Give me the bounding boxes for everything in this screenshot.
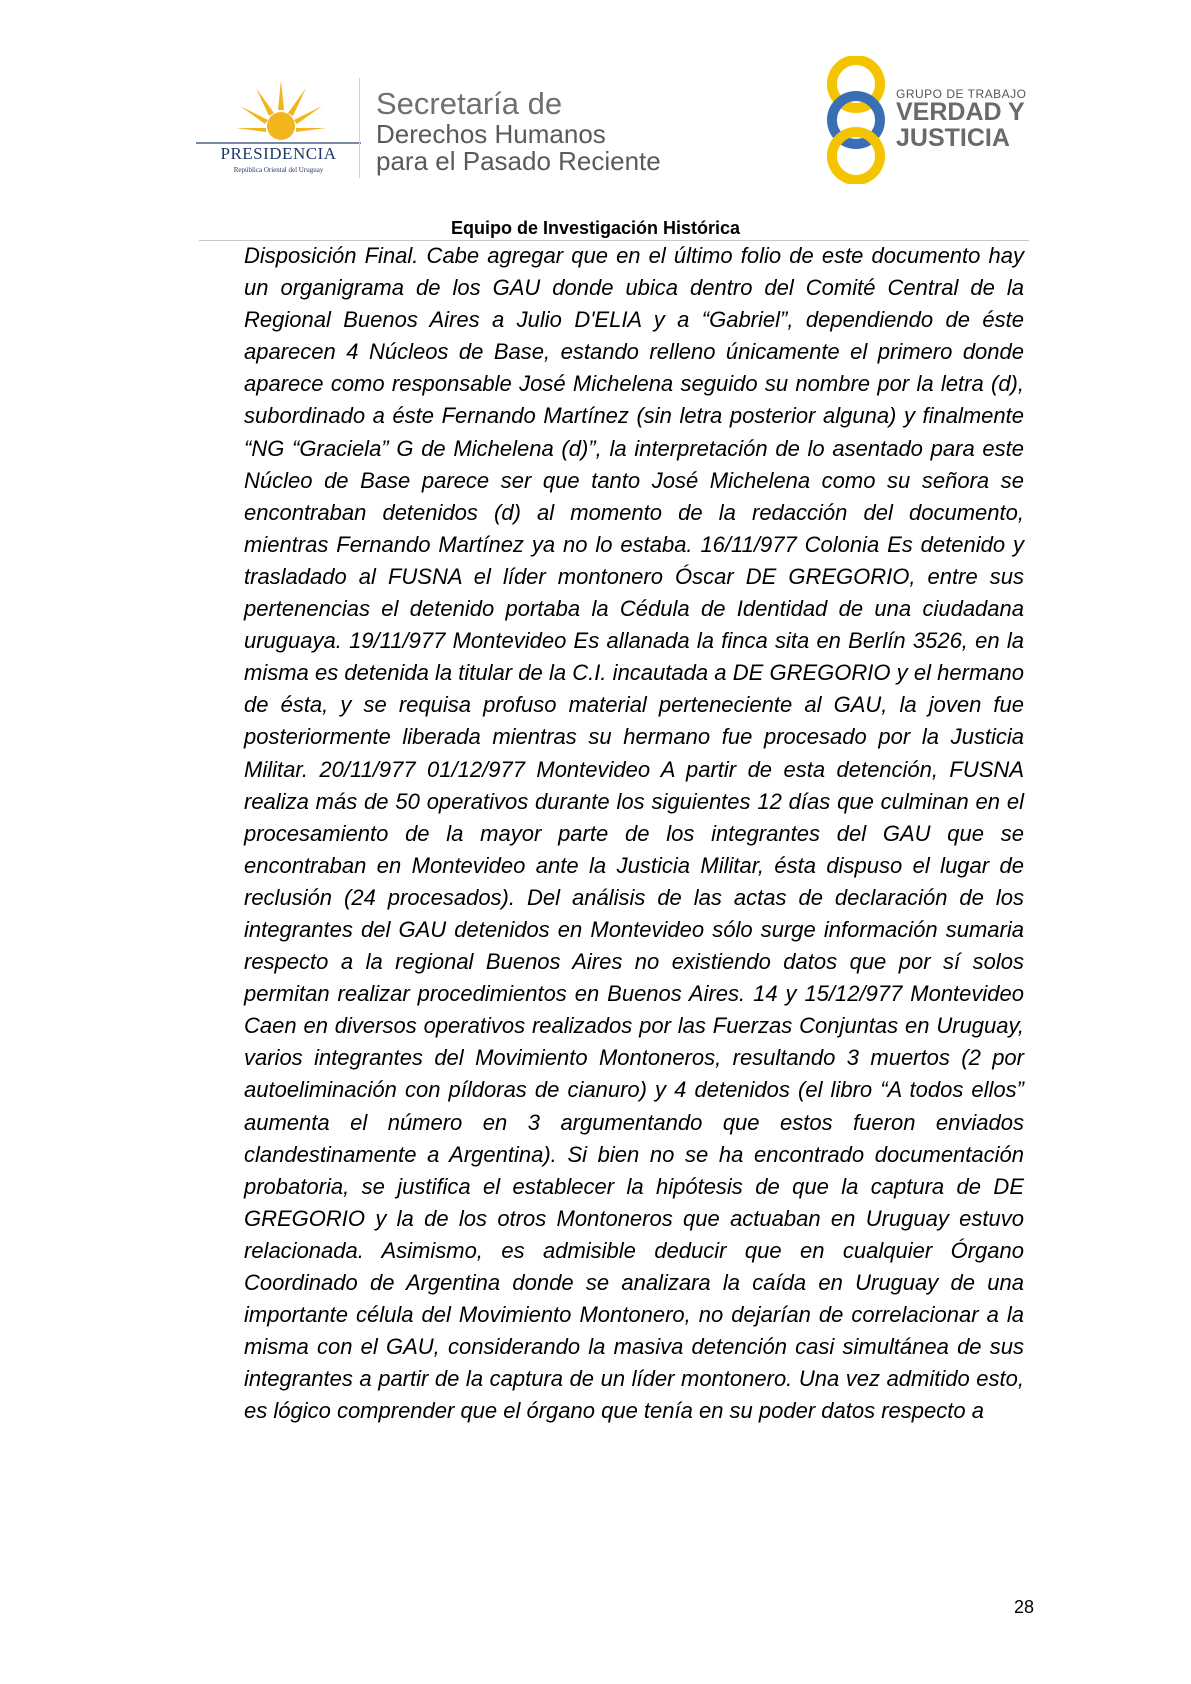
presidencia-subtitle: República Oriental del Uruguay <box>233 166 324 174</box>
sun-emblem-icon <box>236 80 326 140</box>
gtvj-wordmark <box>896 88 1026 151</box>
presidencia-name: PRESIDENCIA <box>220 144 337 163</box>
header-separator <box>359 78 360 178</box>
gtvj-line-3: JUSTICIA <box>896 123 1010 152</box>
gtvj-logo <box>820 56 1035 186</box>
secretaria-line-3: para el Pasado Reciente <box>376 145 661 176</box>
page-header <box>0 0 1191 200</box>
body-paragraph: Disposición Final. Cabe agregar que en el último folio de este documento hay un organigrama de los GAU donde ubica dentro del Comité Central de la Regional Buenos Aires a Julio D'ELIA y a “Gabriel”, dependiendo de éste aparecen 4 Núcleos de Base, estando relleno únicamente el primero donde aparece como responsable José Michelena seguido su nombre por la letra (d), subordinado a éste Fernando Martínez (sin letra posterior alguna) y finalmente “NG “Graciela” G de Michelena (d)”, la interpretación de lo asentado para este Núcleo de Base parece ser que tanto José Michelena como su señora se encontraban detenidos (d) al momento de la redacción del documento, mientras Fernando Martínez ya no lo estaba. 16/11/977 Colonia Es detenido y trasladado al FUSNA el líder montonero Óscar DE GREGORIO, entre sus pertenencias el detenido portaba la Cédula de Identidad de una ciudadana uruguaya. 19/11/977 Montevideo Es allanada la finca sita en Berlín 3526, en la misma es detenida la titular de la C.I. incautada a DE GREGORIO y el hermano de ésta, y se requisa profuso material perteneciente al GAU, la joven fue posteriormente liberada mientras su hermano fue procesado por la Justicia Militar. 20/11/977 01/12/977 Montevideo A partir de esta detención, FUSNA realiza más de 50 operativos durante los siguientes 12 días que culminan en el procesamiento de la mayor parte de los integrantes del GAU que se encontraban en Montevideo ante la Justicia Militar, ésta dispuso el lugar de reclusión (24 procesados). Del análisis de las actas de declaración de los integrantes del GAU detenidos en Montevideo sólo surge información sumaria respecto a la regional Buenos Aires no existiendo datos que por sí solos permitan realizar procedimientos en Buenos Aires. 14 y 15/12/977 Montevideo Caen en diversos operativos realizados por las Fuerzas Conjuntas en Uruguay, varios integrantes del Movimiento Montoneros, resultando 3 muertos (2 por autoeliminación con píldoras de cianuro) y 4 detenidos (el libro “A todos ellos” aumenta el número en 3 argumentando que estos fueron enviados clandestinamente a Argentina). Si bien no se ha encontrado documentación probatoria, se justifica el establecer la hipótesis de que la captura de DE GREGORIO y la de los otros Montoneros que actuaban en Uruguay estuvo relacionada. Asimismo, es admisible deducir que en cualquier Órgano Coordinado de Argentina donde se analizara la caída en Uruguay de una importante célula del Movimiento Montonero, no dejarían de correlacionar a la misma con el GAU, considerando la masiva detención casi simultánea de sus integrantes a partir de la captura de un líder montonero. Una vez admitido esto, es lógico comprender que el órgano que tenía en su poder datos respecto a <box>244 243 1024 1424</box>
page-number: 28 <box>1013 1597 1034 1617</box>
section-title: Equipo de Investigación Histórica <box>450 218 741 238</box>
gtvj-line-1: GRUPO DE TRABAJO <box>896 87 1027 101</box>
secretaria-wordmark <box>376 88 661 175</box>
secretaria-line-1: Secretaría de <box>376 86 563 121</box>
secretaria-line-2: Derechos Humanos <box>376 118 606 149</box>
interlocked-rings-icon <box>820 56 892 184</box>
presidencia-logo <box>196 80 361 180</box>
gtvj-line-2: VERDAD Y <box>896 98 1025 127</box>
